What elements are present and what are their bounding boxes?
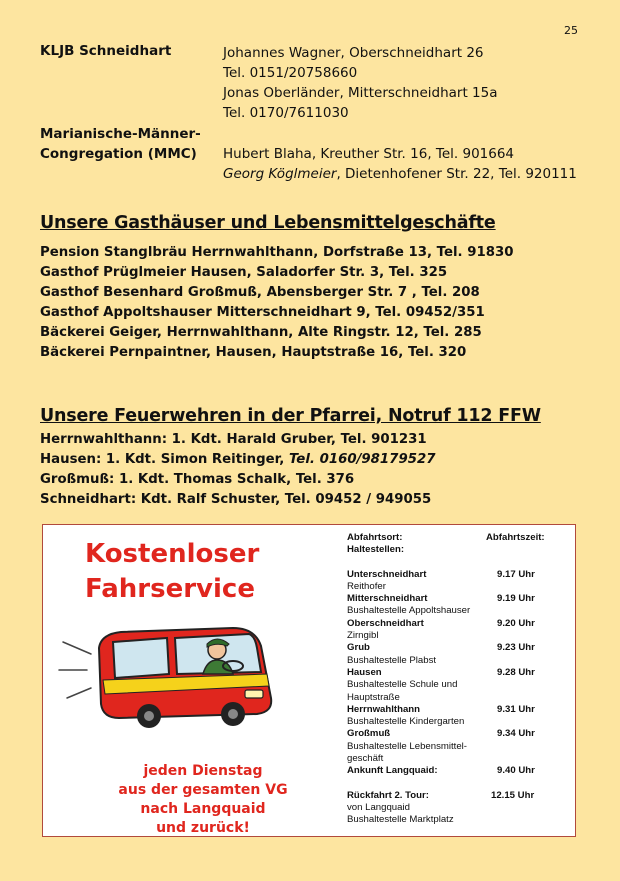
list-item: Bäckerei Geiger, Herrnwahlthann, Alte Ringstr. 12, Tel. 285 (40, 325, 482, 340)
schedule-row (347, 704, 569, 729)
list-item: Bäckerei Pernpaintner, Hausen, Hauptstraße 16, Tel. 320 (40, 345, 467, 360)
bus-illustration (57, 620, 297, 730)
stop-time: 9.23 Uhr (497, 642, 535, 654)
mmc-entry-name: Georg Köglmeier (223, 166, 337, 182)
schedule-header (347, 532, 569, 544)
schedule-row (347, 642, 569, 667)
list-item: Pension Stanglbräu Herrnwahlthann, Dorfstraße 13, Tel. 91830 (40, 245, 514, 260)
stop-name: Unterschneidhart (347, 568, 427, 580)
ad-slogan (103, 762, 303, 837)
stop-time: 9.34 Uhr (497, 728, 535, 740)
list-item: Herrnwahlthann: 1. Kdt. Harald Gruber, Tel. 901231 (40, 432, 427, 447)
ad-title-line: Kostenloser (85, 539, 260, 569)
schedule-row (347, 667, 569, 704)
list-item: Gasthof Prüglmeier Hausen, Saladorfer Str. 3, Tel. 325 (40, 265, 448, 280)
return-time: 12.15 Uhr (491, 789, 535, 801)
stop-location: Zirngibl (347, 630, 379, 642)
kljb-contacts (223, 43, 497, 123)
return-sub: von Langquaid (347, 801, 410, 813)
ad-slogan-line: nach Langquaid (140, 801, 266, 817)
schedule-return (347, 790, 569, 827)
schedule-row (347, 569, 569, 594)
stop-location: Bushaltestelle Lebensmittel- (347, 740, 467, 752)
mmc-label (40, 124, 201, 164)
schedule-row (347, 765, 569, 777)
stop-location: Bushaltestelle Plabst (347, 654, 437, 666)
ad-slogan-line: jeden Dienstag (143, 763, 263, 779)
gasthaeuser-list (40, 243, 513, 363)
mmc-entry (223, 164, 577, 184)
kljb-entry: Tel. 0170/7611030 (223, 105, 349, 121)
page-number: 25 (564, 24, 578, 37)
feuerwehr-list (40, 430, 435, 510)
stop-name: Herrnwahlthann (347, 703, 421, 715)
kljb-entry: Jonas Oberländer, Mitterschneidhart 15a (223, 85, 498, 101)
return-sub: Bushaltestelle Marktplatz (347, 814, 454, 826)
stop-name: Ankunft Langquaid: (347, 765, 438, 777)
mmc-entry: Hubert Blaha, Kreuther Str. 16, Tel. 901664 (223, 146, 515, 162)
stop-location: Bushaltestelle Appoltshauser (347, 605, 471, 617)
stop-time: 9.19 Uhr (497, 593, 535, 605)
stop-name: Grub (347, 642, 370, 654)
ad-slogan-line: aus der gesamten VG (118, 782, 288, 798)
stop-location: geschäft (347, 753, 384, 765)
stop-name: Hausen (347, 666, 382, 678)
stop-time: 9.17 Uhr (497, 568, 535, 580)
ad-title-line: Fahrservice (85, 574, 255, 604)
stop-location: Bushaltestelle Kindergarten (347, 716, 465, 728)
schedule-stops (347, 569, 569, 778)
kljb-entry: Tel. 0151/20758660 (223, 65, 358, 81)
fire-line-phone: Tel. 0160/98179527 (288, 452, 436, 467)
ad-title (85, 537, 285, 607)
schedule-header-left: Abfahrtsort: (347, 532, 403, 543)
list-item (40, 450, 435, 470)
list-item: Gasthof Besenhard Großmuß, Abensberger Str. 7 , Tel. 208 (40, 285, 480, 300)
stop-time: 9.40 Uhr (497, 765, 535, 777)
stop-time: 9.31 Uhr (497, 703, 535, 715)
list-item: Großmuß: 1. Kdt. Thomas Schalk, Tel. 376 (40, 472, 355, 487)
list-item: Gasthof Appoltshauser Mitterschneidhart 9, Tel. 09452/351 (40, 305, 485, 320)
stop-name: Mitterschneidhart (347, 593, 428, 605)
mmc-contacts (223, 144, 577, 184)
schedule-row (347, 618, 569, 643)
stop-name: Oberschneidhart (347, 617, 424, 629)
stop-time: 9.28 Uhr (497, 666, 535, 678)
schedule-row (347, 593, 569, 618)
list-item: Schneidhart: Kdt. Ralf Schuster, Tel. 09452 / 949055 (40, 492, 432, 507)
kljb-label: KLJB Schneidhart (40, 43, 172, 59)
stop-location: Hauptstraße (347, 691, 400, 703)
stop-name: Großmuß (347, 728, 391, 740)
schedule-header-right: Abfahrtszeit: (486, 532, 545, 543)
mmc-entry-rest: , Dietenhofener Str. 22, Tel. 920111 (336, 166, 577, 182)
mmc-label-line: Congregation (MMC) (40, 146, 197, 162)
feuerwehr-heading: Unsere Feuerwehren in der Pfarrei, Notruf 112 FFW (40, 406, 541, 426)
mmc-label-line: Marianische-Männer- (40, 126, 201, 142)
kljb-entry: Johannes Wagner, Oberschneidhart 26 (223, 45, 484, 61)
stop-location: Reithofer (347, 580, 386, 592)
fire-line-text: Hausen: 1. Kdt. Simon Reitinger, (40, 452, 289, 467)
schedule-row (347, 728, 569, 765)
schedule-subheader: Haltestellen: (347, 544, 405, 556)
schedule (347, 532, 569, 827)
fahrservice-ad (42, 524, 576, 837)
stop-time: 9.20 Uhr (497, 617, 535, 629)
ad-slogan-line: und zurück! (156, 820, 250, 836)
stop-location: Bushaltestelle Schule und (347, 679, 458, 691)
gasthaeuser-heading: Unsere Gasthäuser und Lebensmittelgeschäfte (40, 213, 496, 233)
return-name: Rückfahrt 2. Tour: (347, 789, 429, 801)
